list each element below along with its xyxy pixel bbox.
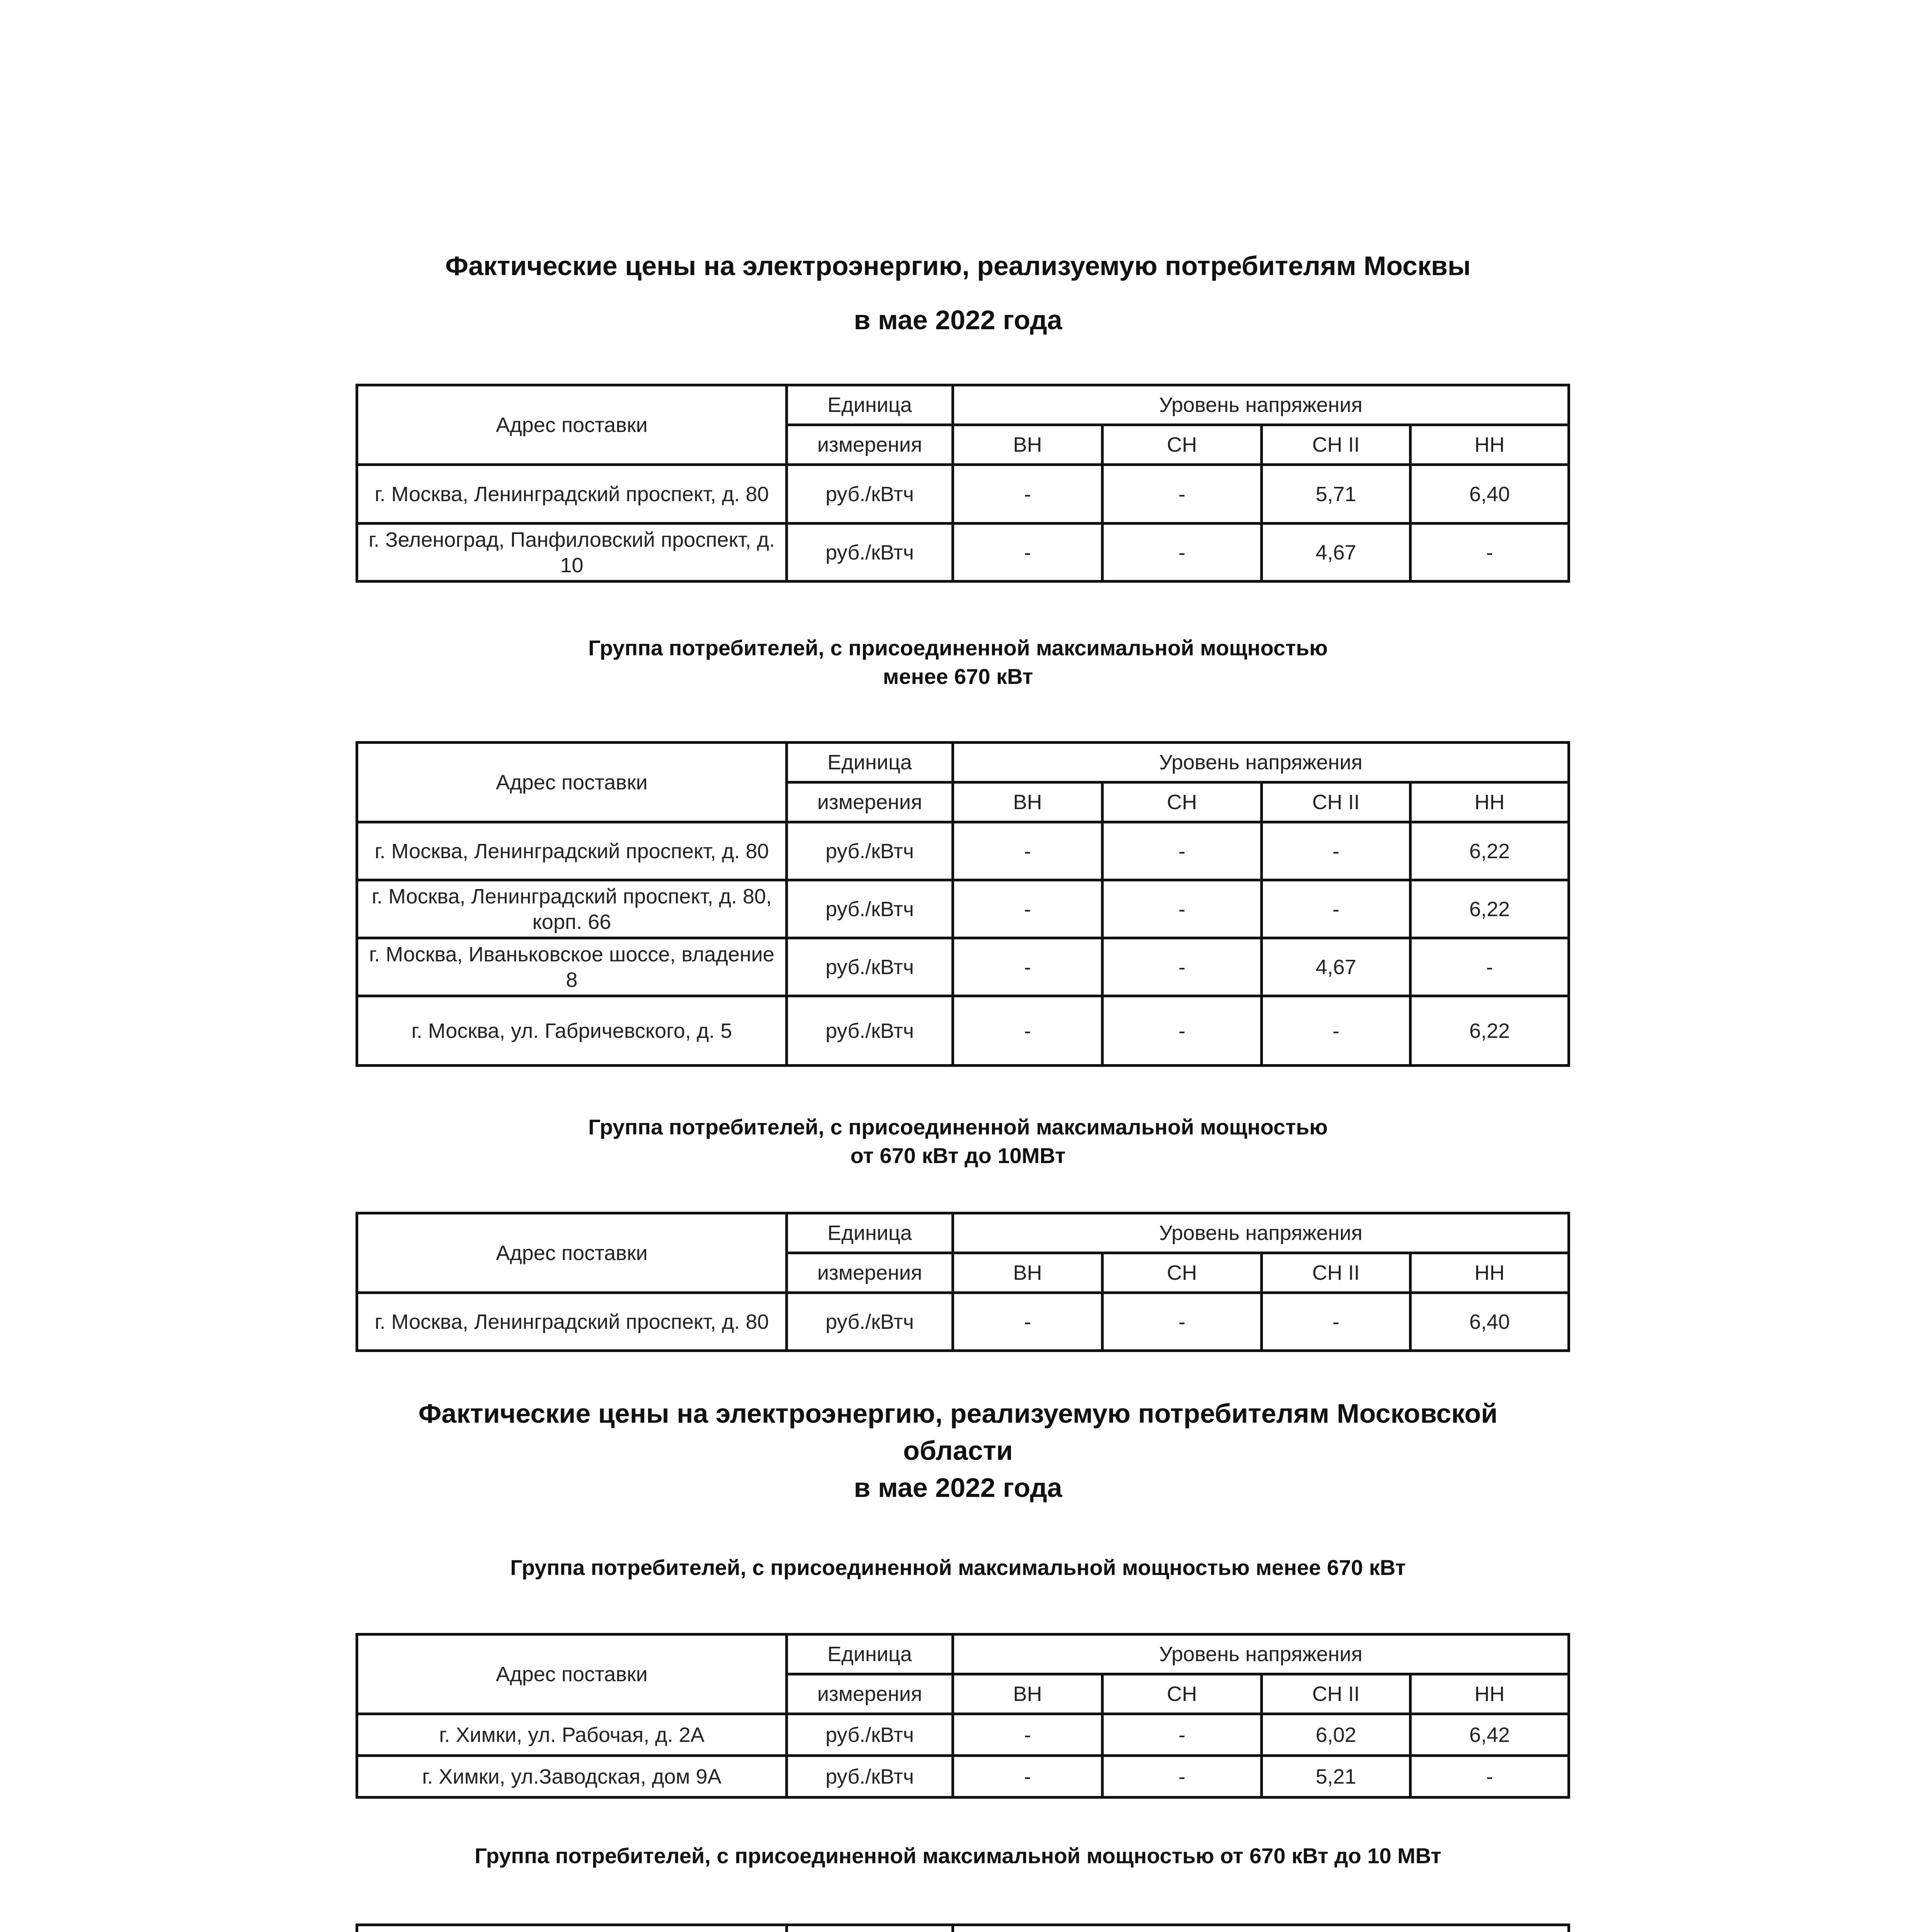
moscow-price-table-2 — [356, 741, 1570, 1067]
cell-unit: руб./кВтч — [787, 1756, 953, 1798]
cell-vn: - — [953, 465, 1103, 524]
header-vn: ВН — [953, 1253, 1103, 1293]
cell-vn: - — [953, 996, 1103, 1066]
cell-sn2: - — [1262, 822, 1411, 880]
cell-address: г. Москва, Ленинградский проспект, д. 80, корп. 66 — [357, 880, 787, 938]
header-sn: СН — [1103, 1253, 1262, 1293]
header-sn: СН — [1103, 1674, 1262, 1714]
cell-unit: руб./кВтч — [787, 996, 953, 1066]
moscow-price-table-3 — [356, 1212, 1570, 1352]
moscow-price-table-1 — [356, 384, 1570, 583]
cell-vn: - — [953, 1714, 1103, 1756]
cell-sn2: - — [1262, 996, 1411, 1066]
header-nn: НН — [1411, 1674, 1569, 1714]
header-vn: ВН — [953, 1674, 1103, 1714]
header-address — [357, 1925, 787, 1932]
cell-unit: руб./кВтч — [787, 880, 953, 938]
header-unit-line2: измерения — [787, 782, 953, 822]
table-row — [357, 1714, 1569, 1756]
header-sn2: СН II — [1262, 782, 1411, 822]
cell-nn: - — [1411, 1756, 1569, 1798]
cell-sn: - — [1103, 996, 1262, 1066]
header-voltage-level: Уровень напряжения — [953, 1213, 1569, 1253]
oblast-price-table-2 — [356, 1923, 1570, 1932]
cell-sn2: 4,67 — [1262, 524, 1411, 582]
oblast-group2-heading: Группа потребителей, с присоединенной максимальной мощностью от 670 кВт до 10 МВт — [475, 1844, 1441, 1868]
header-address: Адрес поставки — [357, 385, 787, 465]
cell-nn: 6,40 — [1411, 465, 1569, 524]
cell-sn2: 5,71 — [1262, 465, 1411, 524]
cell-nn: 6,42 — [1411, 1714, 1569, 1756]
table-header-row — [357, 1213, 1569, 1253]
cell-nn: 6,22 — [1411, 880, 1569, 938]
header-unit-line1: Единица — [787, 1634, 953, 1674]
header-voltage-level: Уровень напряжения — [953, 385, 1569, 425]
header-address: Адрес поставки — [357, 1213, 787, 1293]
header-sn2: СН II — [1262, 425, 1411, 465]
cell-sn: - — [1103, 465, 1262, 524]
header-vn: ВН — [953, 425, 1103, 465]
cell-address: г. Химки, ул.Заводская, дом 9А — [357, 1756, 787, 1798]
header-nn: НН — [1411, 782, 1569, 822]
cell-vn: - — [953, 1293, 1103, 1351]
cell-address: г. Москва, ул. Габричевского, д. 5 — [357, 996, 787, 1066]
cell-unit: руб./кВтч — [787, 1293, 953, 1351]
cell-sn2: 5,21 — [1262, 1756, 1411, 1798]
table-row — [357, 524, 1569, 582]
header-nn: НН — [1411, 1253, 1569, 1293]
header-sn2: СН II — [1262, 1674, 1411, 1714]
header-address: Адрес поставки — [357, 1634, 787, 1714]
header-voltage-level: Уровень напряжения — [953, 1634, 1569, 1674]
cell-sn: - — [1103, 880, 1262, 938]
header-sn: СН — [1103, 425, 1262, 465]
cell-nn: 6,40 — [1411, 1293, 1569, 1351]
cell-unit: руб./кВтч — [787, 1714, 953, 1756]
cell-vn: - — [953, 880, 1103, 938]
header-address: Адрес поставки — [357, 743, 787, 822]
cell-address: г. Химки, ул. Рабочая, д. 2А — [357, 1714, 787, 1756]
cell-sn: - — [1103, 524, 1262, 582]
cell-sn2: - — [1262, 1293, 1411, 1351]
table-header-row — [357, 1634, 1569, 1674]
header-sn: СН — [1103, 782, 1262, 822]
cell-sn: - — [1103, 822, 1262, 880]
header-unit-line2: измерения — [787, 1674, 953, 1714]
cell-sn: - — [1103, 1293, 1262, 1351]
moscow-group3-heading-line2: от 670 кВт до 10МВт — [850, 1143, 1066, 1168]
cell-unit: руб./кВтч — [787, 822, 953, 880]
moscow-group2-heading-line2: менее 670 кВт — [883, 664, 1033, 689]
header-voltage-level: Уровень напряжения — [953, 743, 1569, 782]
cell-nn: 6,22 — [1411, 822, 1569, 880]
cell-vn: - — [953, 1756, 1103, 1798]
moscow-title-line1: Фактические цены на электроэнергию, реализуемую потребителям Москвы — [445, 251, 1471, 281]
cell-unit: руб./кВтч — [787, 524, 953, 582]
cell-address: г. Москва, Ленинградский проспект, д. 80 — [357, 822, 787, 880]
oblast-title-line3: в мае 2022 года — [854, 1473, 1062, 1503]
header-vn: ВН — [953, 782, 1103, 822]
table-row — [357, 1756, 1569, 1798]
header-unit-line2: измерения — [787, 1253, 953, 1293]
moscow-group3-heading-line1: Группа потребителей, с присоединенной максимальной мощностью — [588, 1115, 1328, 1139]
header-unit-line1 — [787, 1925, 953, 1932]
cell-nn: 6,22 — [1411, 996, 1569, 1066]
table-row — [357, 938, 1569, 996]
cell-address: г. Москва, Ленинградский проспект, д. 80 — [357, 465, 787, 524]
cell-unit: руб./кВтч — [787, 465, 953, 524]
table-header-row — [357, 385, 1569, 425]
cell-sn: - — [1103, 1714, 1262, 1756]
table-row — [357, 1293, 1569, 1351]
table-row — [357, 822, 1569, 880]
header-unit-line1: Единица — [787, 743, 953, 782]
header-unit-line1: Единица — [787, 385, 953, 425]
oblast-price-table-1 — [356, 1633, 1570, 1799]
moscow-title-line2: в мае 2022 года — [854, 305, 1062, 335]
moscow-group2-heading-line1: Группа потребителей, с присоединенной максимальной мощностью — [588, 636, 1328, 660]
oblast-title-line1: Фактические цены на электроэнергию, реализуемую потребителям Московской — [418, 1398, 1498, 1429]
header-unit-line2: измерения — [787, 425, 953, 465]
header-nn: НН — [1411, 425, 1569, 465]
cell-sn: - — [1103, 1756, 1262, 1798]
header-voltage-level — [953, 1925, 1569, 1932]
cell-address: г. Зеленоград, Панфиловский проспект, д. 10 — [357, 524, 787, 582]
cell-vn: - — [953, 938, 1103, 996]
cell-address: г. Москва, Ленинградский проспект, д. 80 — [357, 1293, 787, 1351]
table-row — [357, 465, 1569, 524]
table-header-row — [357, 1925, 1569, 1932]
table-row — [357, 996, 1569, 1066]
cell-nn: - — [1411, 938, 1569, 996]
cell-sn: - — [1103, 938, 1262, 996]
oblast-title-line2: области — [903, 1435, 1013, 1466]
cell-nn: - — [1411, 524, 1569, 582]
cell-vn: - — [953, 524, 1103, 582]
table-row — [357, 880, 1569, 938]
cell-address: г. Москва, Иваньковское шоссе, владение 8 — [357, 938, 787, 996]
header-sn2: СН II — [1262, 1253, 1411, 1293]
header-unit-line1: Единица — [787, 1213, 953, 1253]
cell-sn2: 4,67 — [1262, 938, 1411, 996]
cell-unit: руб./кВтч — [787, 938, 953, 996]
cell-sn2: - — [1262, 880, 1411, 938]
cell-sn2: 6,02 — [1262, 1714, 1411, 1756]
oblast-group1-heading: Группа потребителей, с присоединенной максимальной мощностью менее 670 кВт — [510, 1555, 1406, 1580]
table-header-row — [357, 743, 1569, 782]
cell-vn: - — [953, 822, 1103, 880]
